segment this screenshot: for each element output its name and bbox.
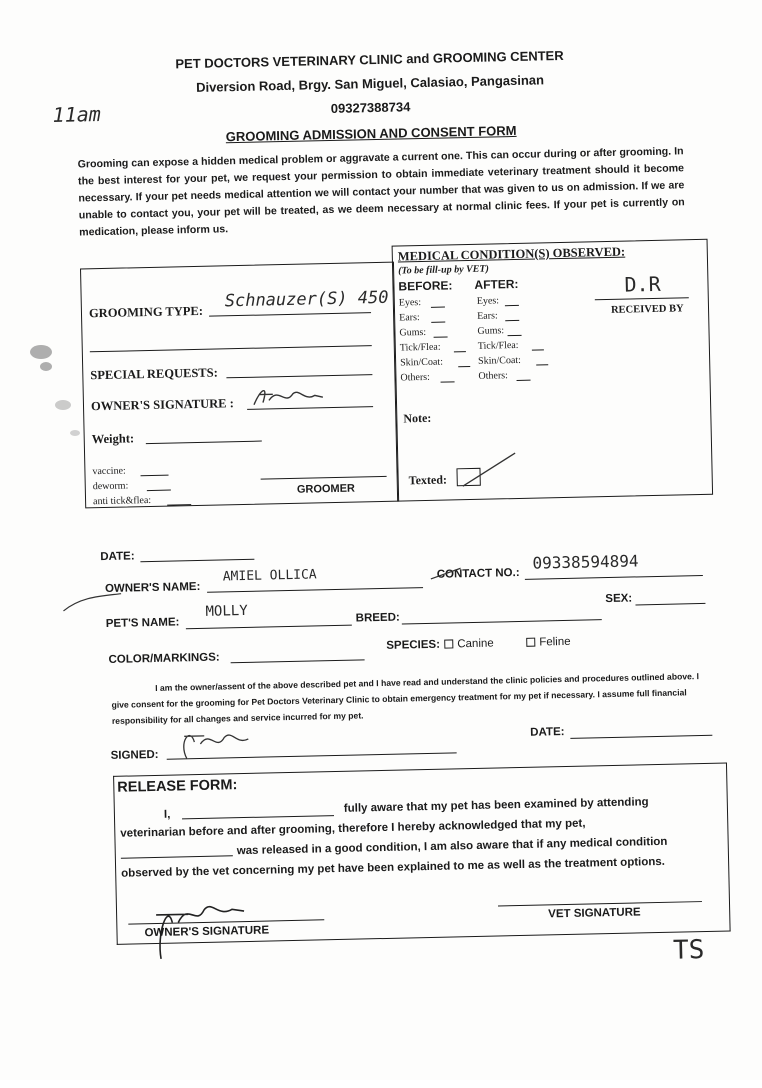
after-item: Gums: (477, 325, 505, 337)
breed-label: BREED: (355, 611, 400, 625)
contact-label: CONTACT NO.: (436, 566, 520, 581)
sex-label: SEX: (605, 592, 633, 606)
pets-name-label: PET'S NAME: (105, 616, 180, 631)
consent-signature-scribble (164, 721, 265, 763)
contact-line[interactable] (525, 575, 703, 580)
form-title: GROOMING ADMISSION AND CONSENT FORM (225, 122, 517, 145)
feline-label: Feline (539, 635, 571, 649)
clinic-name: PET DOCTORS VETERINARY CLINIC and GROOMING CENTER (175, 47, 564, 72)
breed-line[interactable] (402, 619, 602, 624)
contact-value: 09338594894 (532, 551, 639, 573)
after-item: Tick/Flea: (477, 339, 519, 352)
owners-signature-label: OWNER'S SIGNATURE : (90, 396, 234, 414)
consent-paragraph: I am the owner/assent of the above described pet and I have read and understand the clinic policies and procedures outlined above. I give consent for the grooming for Pet Doctors Veterinary Clinic to obtain emergency treatment for my pet if necessary. I assume full financial responsibility for all changes and service incurred for my pet. (111, 671, 700, 726)
received-by-label: RECEIVED BY (610, 303, 684, 316)
date-label: DATE: (100, 550, 135, 564)
consent-date-label: DATE: (530, 726, 565, 739)
owner-name-strike-mark (61, 558, 462, 617)
clinic-address: Diversion Road, Brgy. San Miguel, Calasiao, Pangasinan (195, 72, 545, 95)
pets-name-value: MOLLY (205, 602, 248, 620)
anti-tick-label: anti tick&flea: (92, 494, 152, 508)
grooming-type-value: Schnauzer(S) 450 (224, 287, 389, 312)
before-item: Tick/Flea: (399, 341, 441, 354)
after-item: Ears: (477, 310, 498, 322)
sex-line[interactable] (635, 603, 705, 606)
owners-name-value: AMIEL OLLICA (222, 567, 317, 585)
after-item: Eyes: (476, 295, 500, 307)
before-item: Skin/Coat: (400, 356, 444, 369)
release-text-4: observed by the vet concerning my pet have been explained to me as well as the treatment options. (121, 855, 666, 880)
canine-label: Canine (457, 637, 494, 651)
received-by-value: D.R (624, 271, 661, 297)
intro-paragraph: Grooming can expose a hidden medical problem or aggravate a current one. This can occur during or after grooming. In the best interest for your pet, we request your permission to obtain immediate veterinary treatment should it become necessary. If your pet needs medical attention we will contact your number that was given to us on admission. If we are unable to contact you, your pet will be treated, as we deem necessary at normal clinic fees. If your pet is currently on medication, please inform us. (77, 145, 685, 239)
owners-name-label: OWNER'S NAME: (104, 580, 201, 596)
owner-signature-scribble (248, 379, 329, 411)
pets-name-line[interactable] (186, 625, 352, 630)
vaccine-label: vaccine: (92, 465, 126, 478)
feline-checkbox[interactable] (526, 638, 535, 647)
color-markings-label: COLOR/MARKINGS: (108, 651, 220, 666)
note-label: Note: (403, 410, 432, 426)
release-text-2: veterinarian before and after grooming, therefore I hereby acknowledged that my pet, (120, 817, 586, 840)
before-item: Eyes: (398, 297, 422, 309)
species-option-canine[interactable] (444, 638, 494, 651)
weight-label: Weight: (91, 431, 135, 447)
release-i-label: I, (163, 808, 171, 821)
release-text-1: fully aware that my pet has been examined by attending (343, 796, 649, 815)
special-requests-label: SPECIAL REQUESTS: (90, 365, 218, 383)
after-item: Others: (478, 370, 509, 382)
medical-title: MEDICAL CONDITION(S) OBSERVED: (397, 244, 626, 264)
species-label: SPECIES: (386, 638, 441, 652)
before-item: Others: (400, 371, 431, 384)
color-markings-line[interactable] (231, 659, 365, 663)
species-option-feline[interactable] (526, 636, 571, 649)
deworm-label: deworm: (92, 480, 129, 493)
handwritten-initials: TS (672, 935, 705, 966)
signed-label: SIGNED: (110, 748, 159, 762)
before-label: BEFORE: (398, 278, 453, 294)
before-item: Gums: (399, 326, 427, 339)
after-label: AFTER: (474, 276, 519, 292)
handwritten-time: 11am (52, 101, 102, 128)
medical-subtitle: (To be fill-up by VET) (398, 263, 489, 277)
texted-label: Texted: (408, 472, 448, 488)
groomer-label: GROOMER (296, 482, 356, 496)
vet-signature-label: VET SIGNATURE (548, 906, 641, 921)
grooming-type-label: GROOMING TYPE: (88, 303, 204, 321)
release-text-3: was released in a good condition, I am also aware that if any medical condition (236, 835, 668, 858)
texted-check-mark (460, 449, 521, 490)
after-item: Skin/Coat: (478, 354, 522, 367)
owner-release-signature-label: OWNER'S SIGNATURE (144, 924, 270, 940)
before-item: Ears: (399, 312, 420, 324)
release-title: RELEASE FORM: (117, 777, 238, 796)
clinic-phone: 09327388734 (330, 99, 411, 116)
consent-date-line[interactable] (570, 735, 712, 739)
date-line[interactable] (140, 559, 254, 562)
canine-checkbox[interactable] (444, 640, 453, 649)
